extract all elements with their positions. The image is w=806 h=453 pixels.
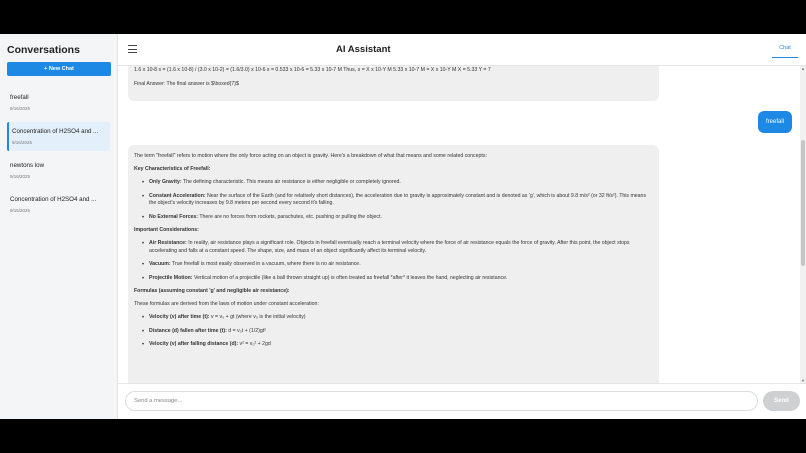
chat-header	[118, 34, 806, 66]
message-composer	[118, 383, 806, 419]
message-text: 1.6 x 10-8 s = (1.6 x 10-8) / (3.0 x 10-2) = (1.6/3.0) x 10-6 s = 0.533 x 10-6 = 5.33 x 10-7 M Thus, s = X x 10-Y M 5.33 x 10-7 M = X x 10-Y M X = 5.33 Y = 7	[134, 67, 491, 73]
conversations-sidebar	[0, 34, 118, 419]
message-list	[118, 66, 806, 383]
message-heading: Key Characteristics of Freefall:	[134, 166, 211, 173]
sidebar-title: Conversations	[7, 44, 80, 56]
conversation-item-newtons[interactable]	[7, 156, 110, 185]
list-item: • Distance (d) fallen after time (t): d = v₀t + (1/2)gt²	[142, 328, 653, 336]
conversation-date: 9/16/2025	[12, 140, 33, 145]
scrollbar-thumb[interactable]	[801, 140, 805, 266]
list-item: • Projectile Motion: Vertical motion of a projectile (like a ball thrown straight up) is often treated as freefall *after* it leaves the hand, neglecting air resistance.	[142, 275, 653, 283]
new-chat-button[interactable]: + New Chat	[7, 62, 111, 76]
conversation-date: 9/16/2025	[10, 106, 31, 111]
send-button[interactable]: Send	[763, 391, 800, 411]
scroll-up-icon[interactable]: ▲	[801, 66, 805, 71]
app-window	[0, 34, 806, 419]
conversation-date: 9/15/2025	[10, 208, 31, 213]
conversation-item-h2so4[interactable]	[7, 190, 110, 219]
list-item: • Velocity (v) after falling distance (d): v² = v₀² + 2gd	[142, 341, 653, 349]
message-scrollbar[interactable]	[800, 66, 806, 383]
conversation-title: Concentration of H2SO4 and ...	[10, 196, 97, 203]
page-title: AI Assistant	[336, 44, 391, 55]
conversation-item-freefall[interactable]	[7, 88, 110, 117]
tab-chat[interactable]: Chat	[772, 45, 798, 58]
chat-main	[118, 34, 806, 419]
list-item: • Constant Acceleration: Near the surface of the Earth (and for relatively short distances), the acceleration due to gravity is approximately constant and is denoted as 'g', which is about 9.8 m/s² (or 32 ft/s²). This means the object's velocity increases by 9.8 meters per second every second it's falling.	[142, 193, 653, 208]
message-input[interactable]	[125, 391, 758, 411]
conversation-title: newtons low	[10, 162, 45, 169]
hamburger-icon[interactable]	[128, 45, 137, 53]
assistant-message	[128, 66, 659, 101]
scroll-down-icon[interactable]: ▼	[801, 378, 805, 383]
list-item: • No External Forces: There are no forces from rockets, parachutes, etc. pushing or pulling the object.	[142, 214, 653, 222]
message-list-key-characteristics	[142, 179, 653, 221]
message-heading: Formulas (assuming constant 'g' and negligible air resistance):	[134, 288, 290, 295]
conversation-title: freefall	[10, 94, 29, 101]
conversation-item-h2so4-active[interactable]	[7, 122, 110, 151]
list-item: • Air Resistance: In reality, air resistance plays a significant role. Objects in freefall eventually reach a terminal velocity where the force of air resistance equals the force of gravity. After this point, the object stops accelerating and falls at a constant speed. The shape, size, and mass of an object significantly affect its terminal velocity.	[142, 240, 653, 255]
list-item: • Only Gravity: The defining characteristic. This means air resistance is either negligible or completely ignored.	[142, 179, 653, 187]
assistant-message	[128, 145, 659, 383]
conversation-title: Concentration of H2SO4 and ...	[12, 128, 99, 135]
message-list-formulas	[142, 314, 653, 349]
list-item: • Vacuum: True freefall is most easily observed in a vacuum, where there is no air resistance.	[142, 261, 653, 269]
user-message: freefall	[758, 111, 792, 133]
message-heading: Important Considerations:	[134, 227, 199, 234]
conversation-date: 9/16/2025	[10, 174, 31, 179]
message-list-considerations	[142, 240, 653, 282]
message-text: Final Answer: The final answer is $\boxed{7}$	[134, 80, 239, 87]
message-text: These formulas are derived from the laws of motion under constant acceleration:	[134, 301, 319, 308]
list-item: • Velocity (v) after time (t): v = v₀ + gt (where v₀ is the initial velocity)	[142, 314, 653, 322]
message-text: The term "freefall" refers to motion where the only force acting on an object is gravity. Here's a breakdown of what that means and some related concepts:	[134, 153, 487, 159]
